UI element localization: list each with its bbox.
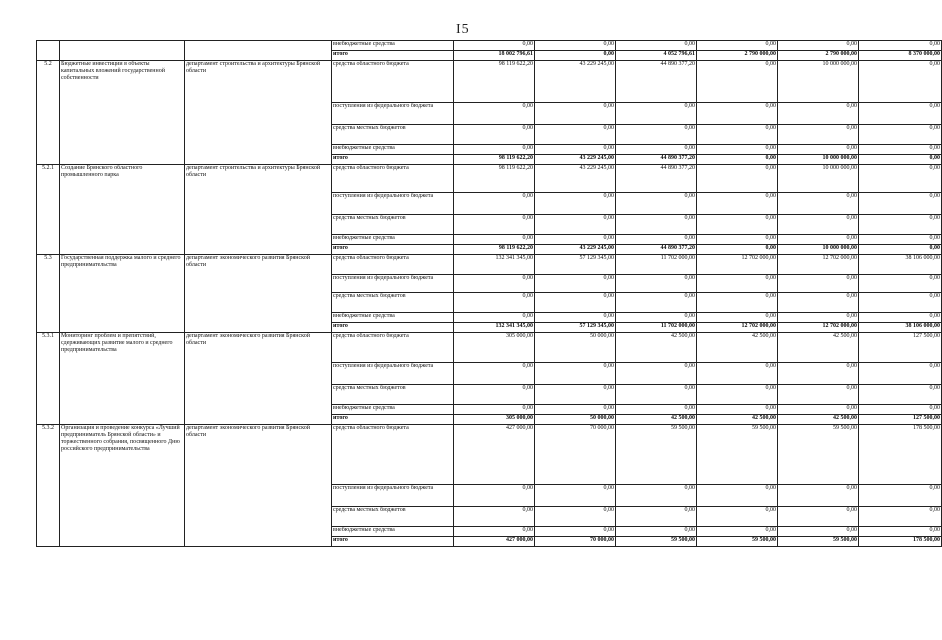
amount-cell: 43 229 245,00: [535, 155, 616, 165]
amount-cell: 0,00: [697, 507, 778, 527]
amount-cell: 0,00: [697, 215, 778, 235]
table-row: [37, 425, 942, 485]
amount-cell: 0,00: [778, 405, 859, 415]
amount-cell: 0,00: [454, 405, 535, 415]
amount-cell: 42 500,00: [778, 333, 859, 363]
amount-cell: 2 790 000,00: [697, 51, 778, 61]
amount-cell: 4 052 796,61: [616, 51, 697, 61]
amount-cell: 0,00: [535, 235, 616, 245]
amount-cell: 0,00: [778, 485, 859, 507]
amount-cell: 0,00: [859, 235, 942, 245]
amount-cell: 0,00: [778, 275, 859, 293]
amount-cell: 59 500,00: [697, 425, 778, 485]
amount-cell: 38 106 000,00: [859, 323, 942, 333]
amount-cell: 0,00: [778, 41, 859, 51]
amount-cell: 44 890 377,20: [616, 245, 697, 255]
amount-cell: 0,00: [616, 485, 697, 507]
funding-source-cell: средства местных бюджетов: [332, 507, 454, 527]
funding-source-cell: внебюджетные средства: [332, 235, 454, 245]
amount-cell: 0,00: [616, 363, 697, 385]
amount-cell: 10 000 000,00: [778, 155, 859, 165]
amount-cell: 0,00: [697, 41, 778, 51]
amount-cell: 0,00: [454, 363, 535, 385]
amount-cell: 12 702 000,00: [778, 323, 859, 333]
amount-cell: 0,00: [697, 363, 778, 385]
amount-cell: 0,00: [859, 363, 942, 385]
amount-cell: 11 702 000,00: [616, 323, 697, 333]
funding-source-cell: поступления из федерального бюджета: [332, 275, 454, 293]
amount-cell: 38 106 000,00: [859, 255, 942, 275]
amount-cell: 0,00: [859, 313, 942, 323]
amount-cell: 44 890 377,20: [616, 165, 697, 193]
amount-cell: 0,00: [697, 103, 778, 125]
item-name-cell: Создание Брянского областного промышленного парка: [60, 165, 185, 255]
amount-cell: 0,00: [697, 245, 778, 255]
funding-source-cell: средства областного бюджета: [332, 61, 454, 103]
amount-cell: 0,00: [454, 385, 535, 405]
amount-cell: 0,00: [535, 193, 616, 215]
amount-cell: 0,00: [454, 313, 535, 323]
amount-cell: 0,00: [454, 293, 535, 313]
amount-cell: 0,00: [454, 507, 535, 527]
amount-cell: 0,00: [616, 385, 697, 405]
executor-cell: департамент экономического развития Брянской области: [185, 333, 332, 425]
amount-cell: 44 890 377,20: [616, 155, 697, 165]
amount-cell: 8 370 000,00: [859, 51, 942, 61]
amount-cell: 0,00: [697, 293, 778, 313]
amount-cell: 42 500,00: [697, 415, 778, 425]
amount-cell: 0,00: [778, 103, 859, 125]
amount-cell: 0,00: [859, 165, 942, 193]
amount-cell: 0,00: [535, 125, 616, 145]
amount-cell: 0,00: [454, 485, 535, 507]
funding-source-cell: средства областного бюджета: [332, 333, 454, 363]
amount-cell: 0,00: [778, 193, 859, 215]
amount-cell: 0,00: [778, 235, 859, 245]
amount-cell: 0,00: [616, 235, 697, 245]
amount-cell: 132 341 345,00: [454, 323, 535, 333]
amount-cell: 59 500,00: [778, 537, 859, 547]
amount-cell: 0,00: [778, 385, 859, 405]
amount-cell: 59 500,00: [616, 537, 697, 547]
amount-cell: 0,00: [535, 41, 616, 51]
page-number: I5: [456, 22, 470, 37]
amount-cell: 0,00: [616, 125, 697, 145]
amount-cell: 0,00: [535, 215, 616, 235]
funding-source-cell: средства местных бюджетов: [332, 125, 454, 145]
item-name-cell: Государственная поддержка малого и среднего предпринимательства: [60, 255, 185, 333]
amount-cell: 70 000,00: [535, 537, 616, 547]
amount-cell: 42 500,00: [697, 333, 778, 363]
funding-source-cell: средства областного бюджета: [332, 165, 454, 193]
funding-source-cell: итого: [332, 155, 454, 165]
amount-cell: 0,00: [616, 41, 697, 51]
amount-cell: 0,00: [859, 245, 942, 255]
funding-source-cell: поступления из федерального бюджета: [332, 485, 454, 507]
amount-cell: 0,00: [454, 41, 535, 51]
amount-cell: 0,00: [859, 405, 942, 415]
funding-source-cell: внебюджетные средства: [332, 313, 454, 323]
amount-cell: 0,00: [535, 51, 616, 61]
amount-cell: 0,00: [616, 293, 697, 313]
amount-cell: 98 119 622,20: [454, 165, 535, 193]
executor-cell: департамент строительства и архитектуры Брянской области: [185, 61, 332, 165]
amount-cell: 0,00: [697, 193, 778, 215]
amount-cell: 0,00: [859, 507, 942, 527]
amount-cell: 0,00: [616, 275, 697, 293]
amount-cell: 50 000,00: [535, 333, 616, 363]
amount-cell: 59 500,00: [778, 425, 859, 485]
amount-cell: 10 000 000,00: [778, 61, 859, 103]
amount-cell: 0,00: [454, 235, 535, 245]
amount-cell: 0,00: [778, 293, 859, 313]
table-row: [37, 41, 942, 51]
funding-source-cell: итого: [332, 245, 454, 255]
funding-source-cell: итого: [332, 537, 454, 547]
amount-cell: 0,00: [859, 145, 942, 155]
amount-cell: 70 000,00: [535, 425, 616, 485]
amount-cell: 0,00: [616, 527, 697, 537]
amount-cell: 0,00: [778, 215, 859, 235]
amount-cell: 127 500,00: [859, 333, 942, 363]
amount-cell: 0,00: [616, 507, 697, 527]
amount-cell: 0,00: [778, 145, 859, 155]
amount-cell: 0,00: [535, 385, 616, 405]
funding-source-cell: средства местных бюджетов: [332, 215, 454, 235]
amount-cell: 11 702 000,00: [616, 255, 697, 275]
funding-source-cell: внебюджетные средства: [332, 145, 454, 155]
amount-cell: 0,00: [859, 527, 942, 537]
amount-cell: 0,00: [616, 193, 697, 215]
item-name-cell: Бюджетные инвестиции в объекты капитальных вложений государственной собственности: [60, 61, 185, 165]
amount-cell: 18 002 796,61: [454, 51, 535, 61]
amount-cell: 427 000,00: [454, 537, 535, 547]
budget-table: [36, 40, 942, 547]
amount-cell: 0,00: [535, 405, 616, 415]
amount-cell: 0,00: [616, 215, 697, 235]
amount-cell: 0,00: [697, 235, 778, 245]
item-name-cell: Мониторинг проблем и препятствий, сдерживающих развитие малого и среднего предпринимательства: [60, 333, 185, 425]
amount-cell: 0,00: [778, 507, 859, 527]
funding-source-cell: средства местных бюджетов: [332, 293, 454, 313]
amount-cell: 178 500,00: [859, 537, 942, 547]
table-row: [37, 61, 942, 103]
amount-cell: 50 000,00: [535, 415, 616, 425]
table-row: [37, 165, 942, 193]
funding-source-cell: средства областного бюджета: [332, 425, 454, 485]
amount-cell: 0,00: [535, 507, 616, 527]
amount-cell: 0,00: [859, 385, 942, 405]
amount-cell: 0,00: [697, 485, 778, 507]
amount-cell: 0,00: [778, 313, 859, 323]
amount-cell: 0,00: [697, 125, 778, 145]
amount-cell: 0,00: [454, 103, 535, 125]
amount-cell: 0,00: [778, 527, 859, 537]
funding-source-cell: внебюджетные средства: [332, 41, 454, 51]
amount-cell: 98 119 622,20: [454, 245, 535, 255]
amount-cell: 0,00: [859, 275, 942, 293]
amount-cell: 57 129 345,00: [535, 323, 616, 333]
amount-cell: 0,00: [535, 275, 616, 293]
amount-cell: 0,00: [454, 193, 535, 215]
amount-cell: 0,00: [535, 363, 616, 385]
amount-cell: 0,00: [859, 103, 942, 125]
amount-cell: 0,00: [778, 363, 859, 385]
amount-cell: 0,00: [859, 61, 942, 103]
item-number-cell: 5.3: [37, 255, 60, 333]
executor-cell: департамент строительства и архитектуры Брянской области: [185, 165, 332, 255]
amount-cell: 2 790 000,00: [778, 51, 859, 61]
table-row: [37, 255, 942, 275]
amount-cell: 0,00: [859, 293, 942, 313]
amount-cell: 0,00: [616, 103, 697, 125]
funding-source-cell: поступления из федерального бюджета: [332, 103, 454, 125]
amount-cell: 0,00: [778, 125, 859, 145]
amount-cell: 0,00: [535, 103, 616, 125]
amount-cell: 0,00: [697, 313, 778, 323]
amount-cell: 0,00: [454, 145, 535, 155]
item-number-cell: 5.2: [37, 61, 60, 165]
amount-cell: 0,00: [859, 155, 942, 165]
amount-cell: 98 119 622,20: [454, 61, 535, 103]
table-row: [37, 333, 942, 363]
amount-cell: 0,00: [859, 193, 942, 215]
amount-cell: 98 119 622,20: [454, 155, 535, 165]
amount-cell: 427 000,00: [454, 425, 535, 485]
amount-cell: 10 000 000,00: [778, 245, 859, 255]
amount-cell: 305 000,00: [454, 333, 535, 363]
amount-cell: 0,00: [454, 215, 535, 235]
item-number-cell: 5.3.1: [37, 333, 60, 425]
budget-table-body: [37, 41, 942, 547]
funding-source-cell: итого: [332, 415, 454, 425]
amount-cell: 178 500,00: [859, 425, 942, 485]
amount-cell: 0,00: [697, 155, 778, 165]
item-name-cell: Организация и проведение конкурса «Лучший предприниматель Брянской области» и торжественного собрания, посвященного Дню российского предпринимательства: [60, 425, 185, 547]
amount-cell: 0,00: [454, 125, 535, 145]
item-number-cell: 5.3.2: [37, 425, 60, 547]
amount-cell: 42 500,00: [616, 415, 697, 425]
amount-cell: 0,00: [697, 405, 778, 415]
executor-cell: департамент экономического развития Брянской области: [185, 425, 332, 547]
amount-cell: 57 129 345,00: [535, 255, 616, 275]
amount-cell: 0,00: [697, 165, 778, 193]
amount-cell: 0,00: [535, 293, 616, 313]
funding-source-cell: итого: [332, 51, 454, 61]
executor-cell: департамент экономического развития Брянской области: [185, 255, 332, 333]
amount-cell: 305 000,00: [454, 415, 535, 425]
item-number-cell: [37, 41, 60, 61]
amount-cell: 12 702 000,00: [697, 255, 778, 275]
amount-cell: 0,00: [697, 145, 778, 155]
funding-source-cell: поступления из федерального бюджета: [332, 193, 454, 215]
amount-cell: 0,00: [616, 313, 697, 323]
funding-source-cell: средства местных бюджетов: [332, 385, 454, 405]
amount-cell: 42 500,00: [778, 415, 859, 425]
amount-cell: 0,00: [859, 125, 942, 145]
funding-source-cell: поступления из федерального бюджета: [332, 363, 454, 385]
amount-cell: 0,00: [697, 275, 778, 293]
amount-cell: 59 500,00: [616, 425, 697, 485]
item-number-cell: 5.2.1: [37, 165, 60, 255]
amount-cell: 0,00: [535, 485, 616, 507]
amount-cell: 43 229 245,00: [535, 61, 616, 103]
amount-cell: 0,00: [535, 145, 616, 155]
amount-cell: 12 702 000,00: [697, 323, 778, 333]
amount-cell: 0,00: [535, 313, 616, 323]
amount-cell: 0,00: [859, 485, 942, 507]
amount-cell: 0,00: [616, 405, 697, 415]
executor-cell: [185, 41, 332, 61]
amount-cell: 0,00: [454, 275, 535, 293]
amount-cell: 43 229 245,00: [535, 245, 616, 255]
amount-cell: 59 500,00: [697, 537, 778, 547]
funding-source-cell: итого: [332, 323, 454, 333]
amount-cell: 10 000 000,00: [778, 165, 859, 193]
amount-cell: 0,00: [859, 215, 942, 235]
amount-cell: 43 229 245,00: [535, 165, 616, 193]
funding-source-cell: средства областного бюджета: [332, 255, 454, 275]
funding-source-cell: внебюджетные средства: [332, 405, 454, 415]
item-name-cell: [60, 41, 185, 61]
amount-cell: 0,00: [616, 145, 697, 155]
amount-cell: 0,00: [535, 527, 616, 537]
amount-cell: 0,00: [454, 527, 535, 537]
amount-cell: 0,00: [697, 61, 778, 103]
amount-cell: 127 500,00: [859, 415, 942, 425]
amount-cell: 0,00: [697, 385, 778, 405]
amount-cell: 12 702 000,00: [778, 255, 859, 275]
amount-cell: 132 341 345,00: [454, 255, 535, 275]
amount-cell: 42 500,00: [616, 333, 697, 363]
funding-source-cell: внебюджетные средства: [332, 527, 454, 537]
amount-cell: 44 890 377,20: [616, 61, 697, 103]
amount-cell: 0,00: [697, 527, 778, 537]
amount-cell: 0,00: [859, 41, 942, 51]
